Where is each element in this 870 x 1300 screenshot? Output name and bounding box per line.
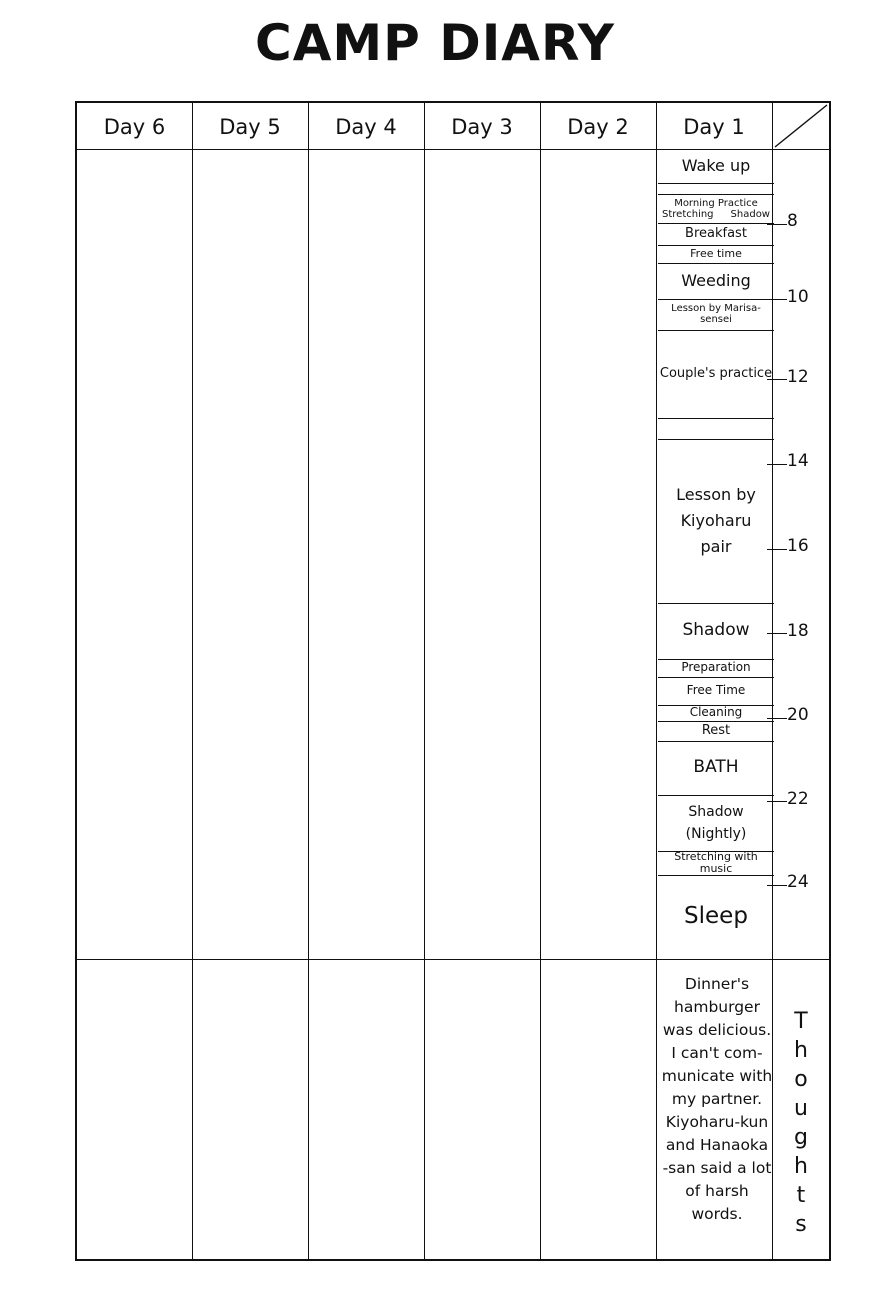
slot-lesson-marisa: Lesson by Marisa-sensei	[671, 303, 761, 325]
header-day-1: Day 1	[683, 115, 745, 139]
thoughts-divider	[77, 959, 829, 960]
diary-table	[75, 101, 831, 1261]
slot-lesson-kiyoharu: Lesson by Kiyoharu pair	[676, 485, 756, 556]
shadow-short-label: Shadow	[730, 209, 770, 220]
slot-stretching-music: Stretching with music	[674, 849, 758, 875]
hour-label-14: 14	[787, 451, 809, 471]
header-day-3: Day 3	[451, 115, 513, 139]
slot-couples-practice: Couple's practice	[659, 365, 773, 381]
hour-tick	[767, 464, 787, 465]
hour-label-16: 16	[787, 536, 809, 556]
corner-diagonal	[773, 103, 829, 149]
hour-tick	[767, 299, 787, 300]
column-divider	[424, 103, 425, 1259]
page-title: CAMP DIARY	[255, 14, 615, 72]
thoughts-label: T h o u g h t s	[794, 1009, 808, 1237]
stretching-label: Stretching	[662, 209, 714, 220]
hour-label-20: 20	[787, 705, 809, 725]
slot-shadow: Shadow	[682, 620, 750, 641]
slot-bath: BATH	[693, 757, 739, 778]
column-divider	[540, 103, 541, 1259]
slot-sleep: Sleep	[684, 903, 748, 930]
slot-free-time-2: Free Time	[686, 683, 746, 698]
slot-free-time-1: Free time	[690, 246, 742, 260]
column-divider	[192, 103, 193, 1259]
hour-label-8: 8	[787, 211, 798, 231]
hour-tick	[767, 224, 787, 225]
hour-tick	[767, 633, 787, 634]
slot-cleaning: Cleaning	[689, 705, 743, 720]
slot-breakfast: Breakfast	[685, 225, 747, 241]
slot-wake-up: Wake up	[681, 156, 751, 176]
slot-weeding: Weeding	[681, 271, 751, 291]
slot-preparation: Preparation	[681, 660, 751, 675]
hour-label-12: 12	[787, 367, 809, 387]
slot-shadow-nightly: Shadow (Nightly)	[685, 804, 747, 842]
day1-thoughts: Dinner's hamburger was delicious. I can't com-municate with my partner. Kiyoharu-kun and Hanaoka -san said a lot of harsh words.	[661, 975, 773, 1223]
morning-practice-label: Morning Practice	[674, 198, 758, 209]
day1-schedule	[658, 149, 774, 959]
hour-tick	[767, 549, 787, 550]
header-day-6: Day 6	[103, 115, 166, 139]
hour-label-10: 10	[787, 287, 809, 307]
slot-morning-practice	[658, 196, 774, 222]
column-divider	[308, 103, 309, 1259]
hour-label-22: 22	[787, 789, 809, 809]
hour-tick	[767, 885, 787, 886]
hour-label-18: 18	[787, 621, 809, 641]
hour-tick	[767, 718, 787, 719]
header-day-5: Day 5	[219, 115, 281, 139]
hour-label-24: 24	[787, 872, 809, 892]
hour-tick	[767, 379, 787, 380]
column-divider	[656, 103, 657, 1259]
header-day-2: Day 2	[567, 115, 629, 139]
hour-tick	[767, 801, 787, 802]
slot-rest: Rest	[701, 722, 731, 738]
header-day-4: Day 4	[335, 115, 397, 139]
